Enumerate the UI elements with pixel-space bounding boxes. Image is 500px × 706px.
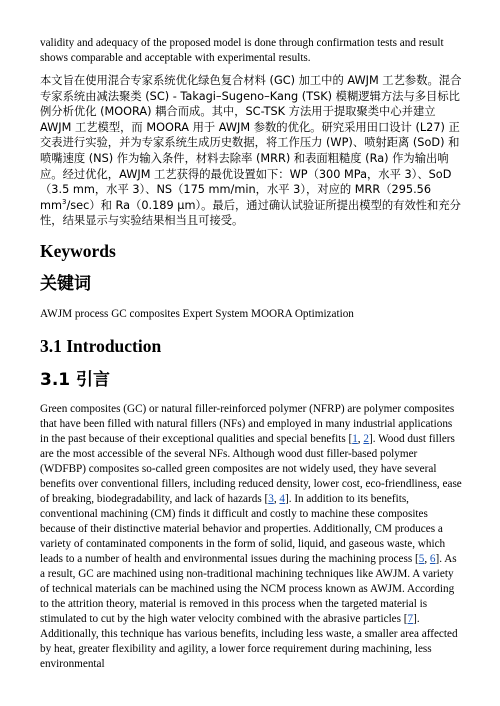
keywords-heading: Keywords [40,241,116,261]
section-heading: 3.1 Introduction [40,336,162,356]
body-text: ]. Additionally, this technique has various benefits, including less waste, a smaller area affected by heat, greater flexibility and agility, a lower force requirement during machining, less environmental [40,613,458,670]
section-heading-chinese: 3.1 引言 [40,370,111,390]
citation-sep: , [273,493,280,505]
citation-sep: , [357,433,364,445]
body-text: ]. Wood dust fillers are the most accessible of the several NFs. Although wood dust filler-based polymer (WDFBP) composites so-called green composites are not widely used, they have several benefits over conventional fillers, including reduced density, lower cost, eco-friendliness, ease of breaking, biodegradability, and lack of hazards [ [40,433,462,505]
abstract-chinese-text: 本文旨在使用混合专家系统优化绿色复合材料 (GC) 加工中的 AWJM 工艺参数。混合专家系统由减法聚类 (SC) - Takagi–Sugeno–Kang (TSK) 模糊逻辑方法与多目标比例分析优化 (MOORA) 耦合而成。其中，SC-TSK 方法用于提取聚类中心并建立 AWJM 工艺模型，而 MOORA 用于 AWJM 参数的优化。研究采用田口设计 (L27) 正交表进行实验，并为专家系统生成历史数据，将工作压力 (WP)、喷射距离 (SoD) 和喷嘴速度 (NS) 作为输入条件，材料去除率 (MRR) 和表面粗糙度 (Ra) 作为输出响应。经过优化，AWJM 工艺获得的最优设置如下：WP（300 MPa，水平 3）、SoD（3.5 mm，水平 3）、NS（175 mm/min，水平 3），对应的 MRR（295.56 mm [40,74,462,212]
citation-link[interactable]: 2 [363,433,369,445]
introduction-paragraph [40,402,462,672]
citation-link[interactable]: 5 [418,553,425,565]
body-text: ]. As a result, GC are machined using non-traditional machining techniques like AWJM. A variety of technical materials can be machined using the NCM process known as AWJM. According to the attrition theory, material is removed in this process when the targeted material is stimulated to cut by the high water velocity combined with the abrasive particles [ [40,553,457,625]
abstract-chinese-text-end: /sec）和 Ra（0.189 μm）。最后，通过确认试验证所提出模型的有效性和充分性，结果显示与实验结果相当且可接受。 [40,198,461,228]
unit-superscript: 3 [62,197,67,206]
citation-link[interactable]: 7 [407,613,414,625]
citation-link[interactable]: 4 [279,493,285,505]
citation-link[interactable]: 6 [429,553,436,565]
citation-link[interactable]: 3 [268,493,274,505]
citation-link[interactable]: 1 [352,433,358,445]
abstract-continuation: validity and adequacy of the proposed model is done through confirmation tests and result shows comparable and acceptable with experimental results. [40,37,444,64]
keywords-heading-chinese: 关键词 [40,274,91,294]
abstract-chinese [40,73,462,229]
citation-sep: , [424,553,430,565]
keywords-list: AWJM process GC composites Expert System MOORA Optimization [40,308,354,320]
body-text: ]. In addition to its benefits, conventional machining (CM) finds it difficult and costly to machine these composites because of their distinctive material behavior and properties. Additionally, CM produces a variety of contaminated components in the form of solid, liquid, and gaseous waste, which leads to a number of health and environmental issues during the machining process [ [40,493,446,565]
body-text: Green composites (GC) or natural filler-reinforced polymer (NFRP) are polymer composites that have been filled with natural fillers (NFs) and employed in many industrial applications in the past because of their exceptional qualities and special benefits [ [40,403,455,445]
